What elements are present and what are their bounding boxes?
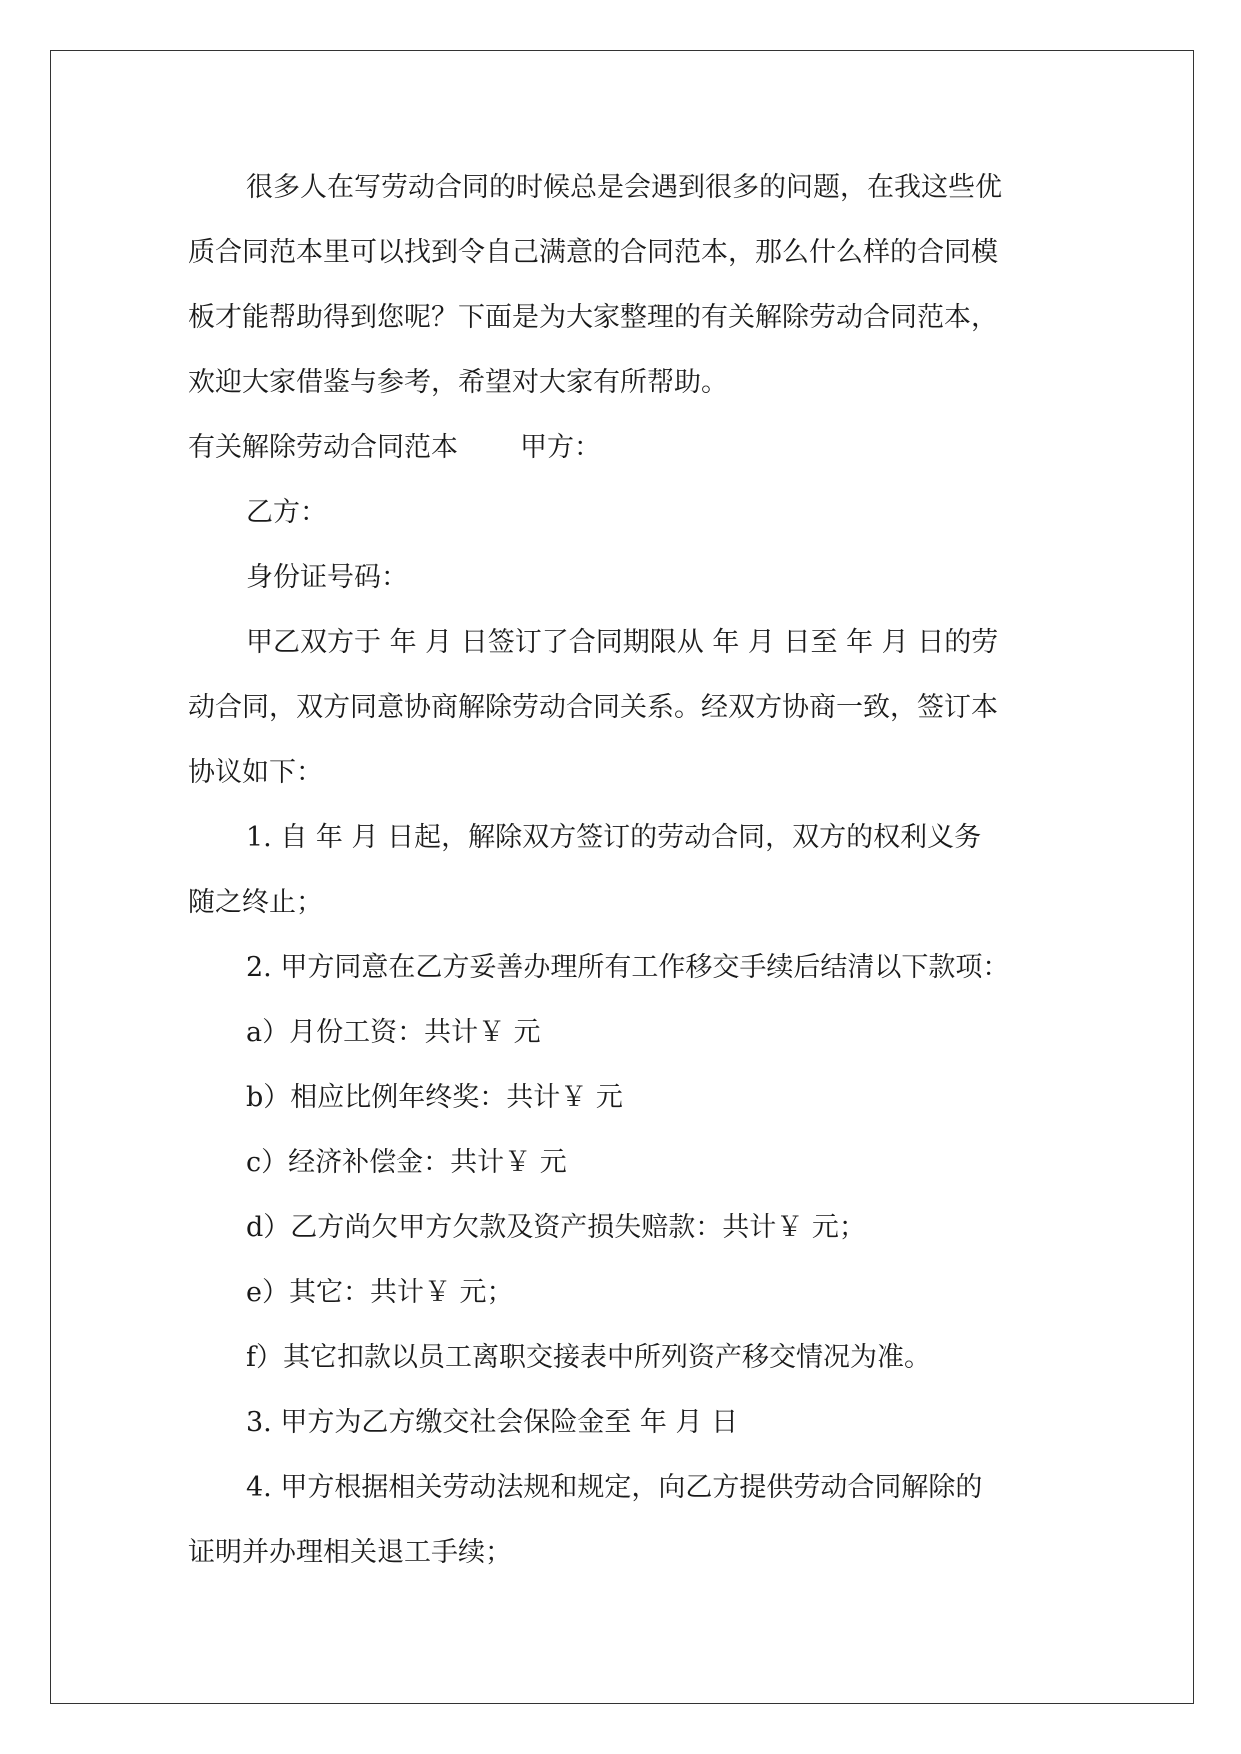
- preamble-line-2: 动合同，双方同意协商解除劳动合同关系。经双方协商一致，签订本: [188, 692, 998, 723]
- preamble-line-1: 甲乙双方于 年 月 日签订了合同期限从 年 月 日至 年 月 日的劳: [246, 627, 999, 658]
- clause-3: 3. 甲方为乙方缴交社会保险金至 年 月 日: [246, 1407, 739, 1438]
- intro-line-3: 板才能帮助得到您呢？下面是为大家整理的有关解除劳动合同范本，: [188, 302, 998, 333]
- clause-4-line-1: 4. 甲方根据相关劳动法规和规定，向乙方提供劳动合同解除的: [246, 1472, 983, 1503]
- item-b: b）相应比例年终奖：共计￥ 元: [246, 1082, 623, 1113]
- id-number-label: 身份证号码：: [246, 562, 408, 593]
- item-c: c）经济补偿金：共计￥ 元: [246, 1147, 567, 1178]
- intro-line-1: 很多人在写劳动合同的时候总是会遇到很多的问题，在我这些优: [246, 172, 1002, 203]
- intro-line-4: 欢迎大家借鉴与参考，希望对大家有所帮助。: [188, 367, 728, 398]
- clause-1-line-1: 1. 自 年 月 日起，解除双方签订的劳动合同，双方的权利义务: [246, 822, 982, 853]
- party-b-label: 乙方：: [246, 497, 327, 528]
- intro-line-2: 质合同范本里可以找到令自己满意的合同范本，那么什么样的合同模: [188, 237, 998, 268]
- item-a: a）月份工资：共计￥ 元: [246, 1017, 541, 1048]
- document-title: 有关解除劳动合同范本: [188, 432, 458, 463]
- preamble-line-3: 协议如下：: [188, 757, 323, 788]
- title-line: [188, 415, 1056, 480]
- clause-1-line-2: 随之终止；: [188, 887, 323, 918]
- item-f: f）其它扣款以员工离职交接表中所列资产移交情况为准。: [246, 1342, 931, 1373]
- item-d: d）乙方尚欠甲方欠款及资产损失赔款：共计￥ 元；: [246, 1212, 866, 1243]
- clause-4-line-2: 证明并办理相关退工手续；: [188, 1537, 512, 1568]
- document-body: [188, 155, 1056, 1585]
- item-e: e）其它：共计￥ 元；: [246, 1277, 514, 1308]
- clause-2: 2. 甲方同意在乙方妥善办理所有工作移交手续后结清以下款项：: [246, 952, 1010, 983]
- party-a-label: 甲方：: [520, 432, 601, 463]
